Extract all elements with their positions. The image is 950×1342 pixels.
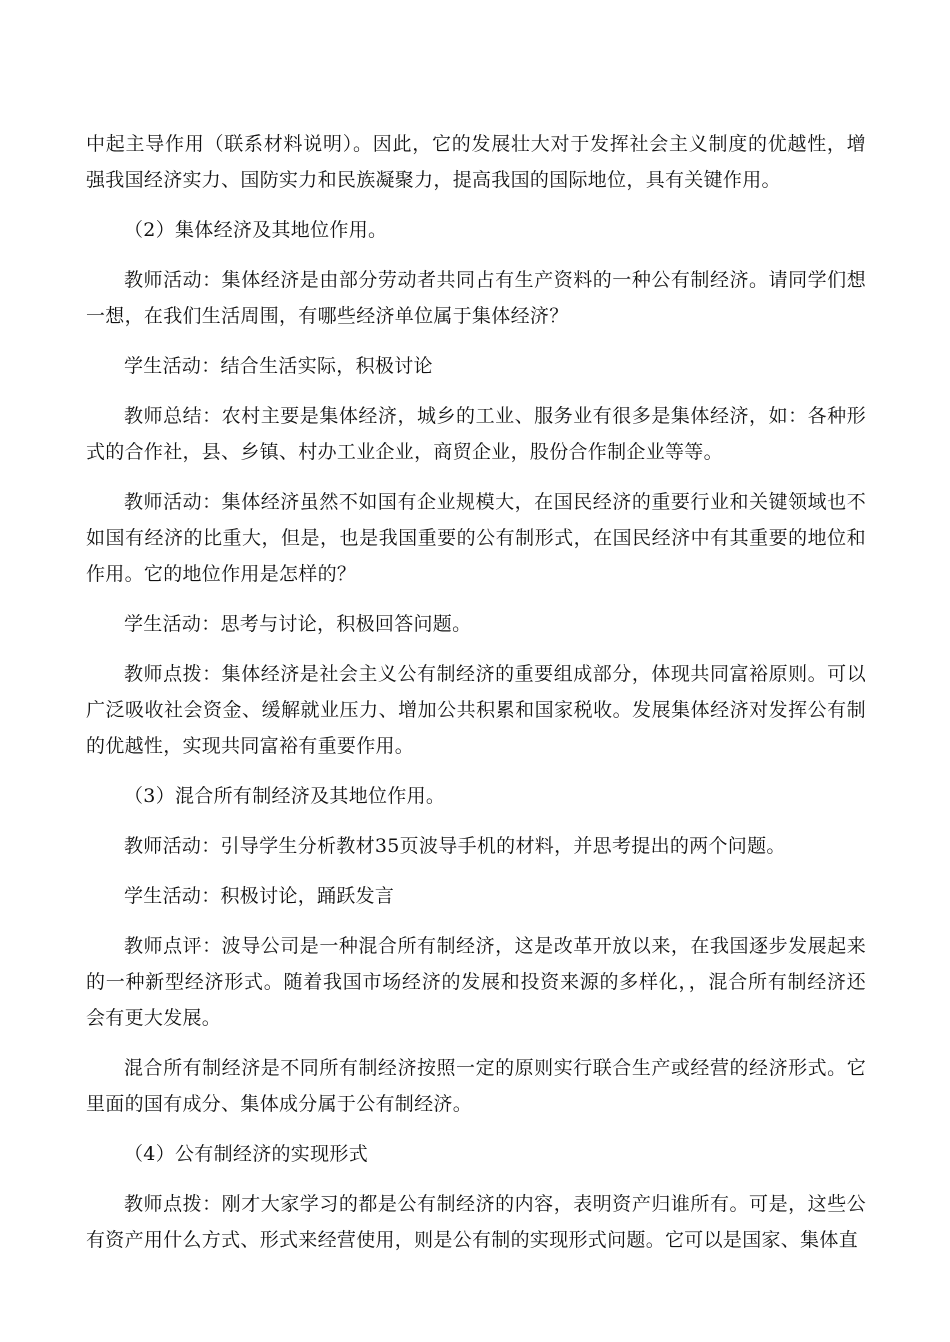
paragraph-teacher-activity: 教师活动：集体经济是由部分劳动者共同占有生产资料的一种公有制经济。请同学们想一想，在我们生活周围，有哪些经济单位属于集体经济？ bbox=[86, 269, 866, 327]
section-heading-mixed-ownership: （3）混合所有制经济及其地位作用。 bbox=[124, 785, 446, 807]
paragraph-teacher-activity: 教师活动：集体经济虽然不如国有企业规模大，在国民经济的重要行业和关键领域也不如国有经济的比重大，但是，也是我国重要的公有制形式，在国民经济中有其重要的地位和作用。它的地位作用是怎样的？ bbox=[86, 491, 866, 585]
paragraph-teacher-activity: 教师活动：引导学生分析教材35页波导手机的材料，并思考提出的两个问题。 bbox=[124, 835, 786, 857]
paragraph-teacher-guidance: 教师点拨：刚才大家学习的都是公有制经济的内容，表明资产归谁所有。可是，这些公有资产用什么方式、形式来经营使用，则是公有制的实现形式问题。它可以是国家、集体直 bbox=[86, 1193, 866, 1251]
paragraph-definition: 混合所有制经济是不同所有制经济按照一定的原则实行联合生产或经营的经济形式。它里面的国有成分、集体成分属于公有制经济。 bbox=[86, 1057, 866, 1115]
paragraph-continuation: 中起主导作用（联系材料说明）。因此，它的发展壮大对于发挥社会主义制度的优越性，增强我国经济实力、国防实力和民族凝聚力，提高我国的国际地位，具有关键作用。 bbox=[86, 133, 866, 191]
section-heading-realization-form: （4）公有制经济的实现形式 bbox=[124, 1143, 368, 1165]
section-heading-collective-economy: （2）集体经济及其地位作用。 bbox=[124, 219, 388, 241]
paragraph-teacher-summary: 教师总结：农村主要是集体经济，城乡的工业、服务业有很多是集体经济，如：各种形式的合作社，县、乡镇、村办工业企业，商贸企业，股份合作制企业等等。 bbox=[86, 405, 866, 463]
paragraph-student-activity: 学生活动：积极讨论，踊跃发言 bbox=[124, 885, 395, 907]
paragraph-student-activity: 学生活动：思考与讨论，积极回答问题。 bbox=[124, 613, 472, 635]
paragraph-teacher-comment: 教师点评：波导公司是一种混合所有制经济，这是改革开放以来，在我国逐步发展起来的一种新型经济形式。随着我国市场经济的发展和投资来源的多样化，，混合所有制经济还会有更大发展。 bbox=[86, 935, 866, 1029]
paragraph-student-activity: 学生活动：结合生活实际，积极讨论 bbox=[124, 355, 433, 377]
document-page bbox=[86, 126, 866, 1272]
paragraph-teacher-guidance: 教师点拨：集体经济是社会主义公有制经济的重要组成部分，体现共同富裕原则。可以广泛吸收社会资金、缓解就业压力、增加公共积累和国家税收。发展集体经济对发挥公有制的优越性，实现共同富裕有重要作用。 bbox=[86, 663, 866, 757]
